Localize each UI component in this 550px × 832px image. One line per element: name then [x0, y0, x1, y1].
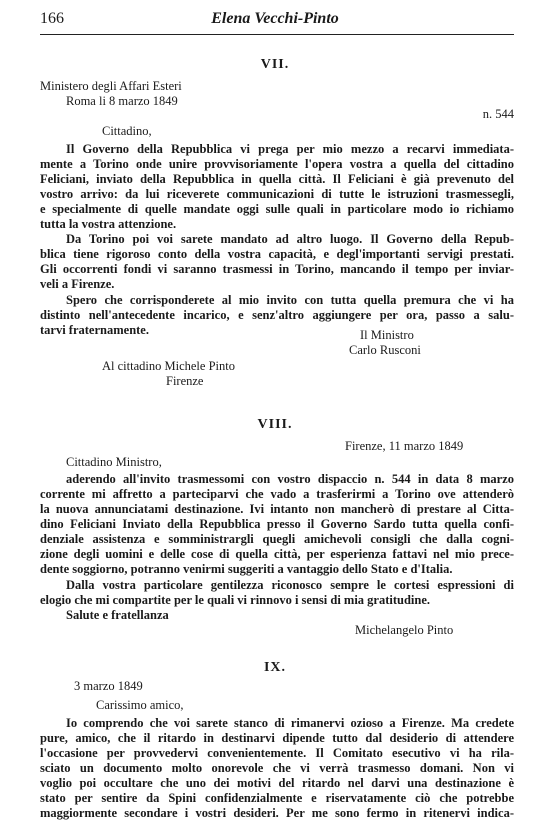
letter-7-line: tutta la vostra attenzione.: [40, 217, 177, 231]
letter-7-numeral: VII.: [260, 57, 290, 72]
header-rule: [40, 34, 514, 35]
letter-8-date: Firenze, 11 marzo 1849: [345, 439, 464, 453]
letter-8-line: corrente mi affretto a parteciparvi che vado a trasferirmi a Torino ove attenderò: [40, 487, 514, 501]
letter-7-addressee: Al cittadino Michele Pinto: [102, 359, 235, 373]
letter-8-numeral: VIII.: [257, 417, 293, 432]
letter-8-line: dente soggiorno, potranno venirmi suggeriti a vantaggio dello Stato e d'Italia.: [40, 562, 453, 576]
letter-7-line: vostro arrivo: da lui riceverete communicazioni di tutte le istruzioni trasmessegli,: [40, 187, 514, 201]
letter-9-line: pure, amico, che il ritardo in destinarvi dipende tutto dal desiderio di attendere: [40, 731, 514, 745]
letter-8-salutation: Cittadino Ministro,: [66, 455, 162, 469]
letter-9-line: Io comprendo che voi sarete stanco di rimanervi ozioso a Firenze. Ma credete: [66, 716, 514, 730]
letter-7-line: Da Torino poi voi sarete mandato ad altro luogo. Il Governo della Repub-: [66, 232, 514, 246]
letter-8-line: dino Feliciani Inviato della Repubblica presso il Governo Sardo tutta quella confi-: [40, 517, 514, 531]
letter-9-line: stato per sentire da Spini confidenzialmente e riservatamente ciò che potrebbe: [40, 791, 514, 805]
letter-9-date: 3 marzo 1849: [74, 679, 143, 693]
letter-7-line: Feliciani, inviato della Repubblica in quella città. Il Feliciani è già prevenuto del: [40, 172, 514, 186]
letter-9-numeral: IX.: [263, 660, 287, 675]
letter-7-line: e specialmente di quelle mandate oggi sulle quali in particolare modo io richiamo: [40, 202, 514, 216]
letter-7-line: Gli occorrenti fondi vi saranno trasmessi in Torino, mancando il tempo per inviar-: [40, 262, 514, 276]
letter-7-sender: Ministero degli Affari Esteri: [40, 79, 182, 93]
letter-8-line: zione degli uomini e delle cose di quella città, per esperienza fattavi nel mio prece-: [40, 547, 514, 561]
letter-7-line: mente a Torino onde unire provvisoriamente l'opera vostra a quella del cittadino: [40, 157, 514, 171]
letter-7-line: veli a Firenze.: [40, 277, 115, 291]
letter-7-line: blica tiene rigoroso conto della vostra capacità, e degl'importanti servigi prestati.: [40, 247, 514, 261]
letter-8-signer: Michelangelo Pinto: [355, 623, 454, 637]
letter-9-salutation: Carissimo amico,: [96, 698, 184, 712]
letter-8-line: aderendo all'invito trasmessomi con vostro dispaccio n. 544 in data 8 marzo: [66, 472, 514, 486]
letter-7-reference: n. 544: [482, 107, 514, 121]
letter-9-line: voglio poi occultare che uno dei motivi del ritardo nel darvi una destinazione è: [40, 776, 514, 790]
letter-8-line: la nuova annunciatami destinazione. Ivi intanto non mancherò di prestare al Citta-: [40, 502, 514, 516]
running-title: Elena Vecchi-Pinto: [211, 10, 339, 27]
letter-7-salutation: Cittadino,: [102, 124, 152, 138]
letter-7-place-date: Roma li 8 marzo 1849: [66, 94, 178, 108]
letter-7-addressee-city: Firenze: [166, 374, 204, 388]
page-number: 166: [40, 10, 64, 27]
letter-8-line: denziale assistenza e somministrargli quegli amichevoli consigli che dalla cogni-: [40, 532, 514, 546]
letter-7-signer-title: Il Ministro: [360, 328, 414, 342]
letter-7-line: tarvi fraternamente.: [40, 323, 149, 337]
letter-9-line: l'occasione per provvedervi convenientemente. Il Comitato esecutivo vi ha rila-: [40, 746, 514, 760]
letter-7-line: Spero che corrisponderete al mio invito con tutta quella premura che vi ha: [66, 293, 514, 307]
running-header: [40, 10, 510, 32]
letter-9-line: maggiormente secondare i vostri desideri. Per me sono fermo in ritenervi indica-: [40, 806, 514, 820]
letter-9-line: sciato un documento molto onorevole che vi verrà trasmesso domani. Non vi: [40, 761, 514, 775]
letter-7-signer-name: Carlo Rusconi: [349, 343, 421, 357]
letter-7-line: Il Governo della Repubblica vi prega per mio mezzo a recarvi immediata-: [66, 142, 514, 156]
letter-8-line: Salute e fratellanza: [66, 608, 169, 622]
letter-7-line: distinto nell'antecedente incarico, e senz'altro aggiungere per ora, passo a salu-: [40, 308, 514, 322]
letter-8-line: elogio che mi compartite per le quali vi rinnovo i sensi di mia gratitudine.: [40, 593, 431, 607]
letter-8-line: Dalla vostra particolare gentilezza riconosco sempre le cortesi espressioni di: [66, 578, 514, 592]
